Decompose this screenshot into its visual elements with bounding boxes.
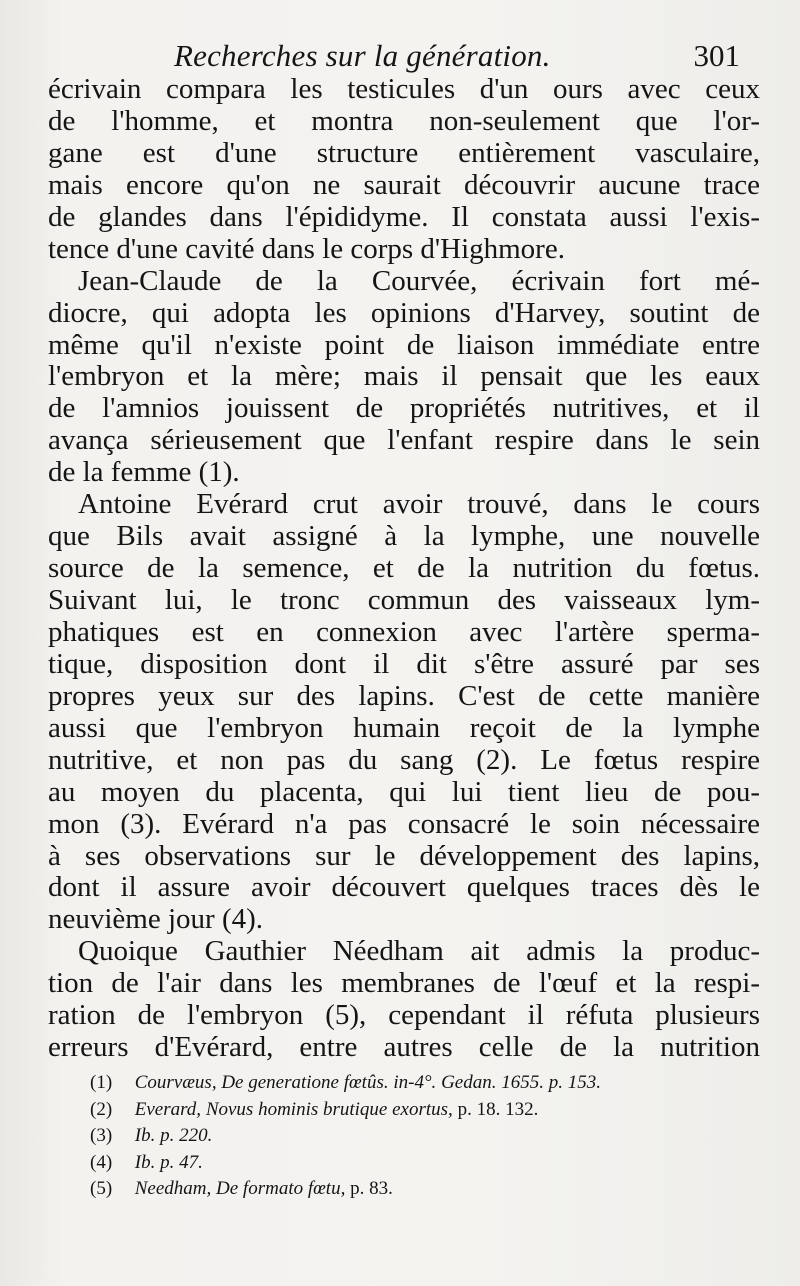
footnote-number: (4) xyxy=(90,1151,113,1173)
text-line: écrivain compara les testicules d'un ours avec ceux xyxy=(48,73,760,105)
footnote-number: (2) xyxy=(90,1098,113,1120)
text-line: que Bils avait assigné à la lymphe, une nouvelle xyxy=(48,520,760,553)
footnote-reference: p. 18. 132. xyxy=(457,1098,539,1120)
footnote-author: Ib. xyxy=(134,1125,156,1146)
text-line: même qu'il n'existe point de liaison immédiate entre xyxy=(48,328,760,361)
text-line: Jean-Claude de la Courvée, écrivain fort mé- xyxy=(78,264,760,297)
body-text xyxy=(48,74,760,1064)
footnote-author: Everard, xyxy=(134,1098,202,1120)
footnote-author: Ib. xyxy=(134,1151,156,1173)
text-line: Suivant lui, le tronc commun des vaisseaux lym- xyxy=(48,584,760,616)
text-line: aussi que l'embryon humain reçoit de la lymphe xyxy=(48,711,760,744)
footnote-number: (3) xyxy=(90,1125,113,1146)
text-line: erreurs d'Evérard, entre autres celle de la nutrition xyxy=(48,1031,760,1064)
text-line: nutritive, et non pas du sang (2). Le fœtus respire xyxy=(48,743,760,776)
text-line: gane est d'une structure entièrement vasculaire, xyxy=(48,136,760,169)
text-line: tique, disposition dont il dit s'être assuré par ses xyxy=(48,647,760,680)
text-line: dont il assure avoir découvert quelques traces dès le xyxy=(48,871,760,904)
text-line: mais encore qu'on ne saurait découvrir aucune trace xyxy=(48,168,760,201)
text-line: l'embryon et la mère; mais il pensait que les eaux xyxy=(48,360,760,393)
footnote xyxy=(90,1097,730,1124)
footnote-work: Novus hominis brutique exortus, xyxy=(205,1098,453,1120)
text-line: propres yeux sur des lapins. C'est de cette manière xyxy=(48,679,760,712)
text-line: neuvième jour (4). xyxy=(48,903,264,936)
text-line: Quoique Gauthier Néedham ait admis la produc- xyxy=(78,935,760,968)
footnote-work: De formato fœtu, xyxy=(216,1178,346,1199)
page-header xyxy=(174,38,744,78)
text-line: de glandes dans l'épididyme. Il constata aussi l'exis- xyxy=(48,200,760,233)
footnote xyxy=(90,1176,730,1203)
text-line: tence d'une cavité dans le corps d'Highmore. xyxy=(48,232,565,265)
text-line: à ses observations sur le développement des lapins, xyxy=(48,839,760,872)
footnote-reference: p. 83. xyxy=(350,1178,393,1199)
footnote xyxy=(90,1123,730,1150)
page-number: 301 xyxy=(693,38,740,73)
text-line: au moyen du placenta, qui lui tient lieu de pou- xyxy=(48,775,760,808)
footnote-work: De generatione fœtûs. in-4°. xyxy=(221,1072,437,1093)
footnote-number: (5) xyxy=(90,1178,113,1199)
text-line: phatiques est en connexion avec l'artère sperma- xyxy=(48,615,760,648)
footnote-author: Needham, xyxy=(134,1178,212,1199)
text-line: de l'amnios jouissent de propriétés nutritives, et il xyxy=(48,392,760,425)
footnote-work: p. 220. xyxy=(160,1125,213,1146)
footnote xyxy=(90,1070,730,1097)
footnote-author: Courvæus, xyxy=(134,1072,217,1093)
footnote-number: (1) xyxy=(90,1072,113,1093)
text-line: mon (3). Evérard n'a pas consacré le soin nécessaire xyxy=(48,807,760,840)
running-title: Recherches sur la génération. xyxy=(174,38,551,73)
text-line: avança sérieusement que l'enfant respire dans le sein xyxy=(48,424,760,457)
footnote-work: p. 47. xyxy=(160,1151,203,1173)
footnotes xyxy=(90,1070,730,1203)
text-line: diocre, qui adopta les opinions d'Harvey, soutint de xyxy=(48,296,760,329)
text-line: Antoine Evérard crut avoir trouvé, dans le cours xyxy=(78,488,760,521)
text-line: ration de l'embryon (5), cependant il réfuta plusieurs xyxy=(48,999,760,1032)
text-line: de l'homme, et montra non-seulement que l'or- xyxy=(48,104,760,137)
text-line: de la femme (1). xyxy=(48,456,240,489)
footnote xyxy=(90,1150,730,1177)
text-line: tion de l'air dans les membranes de l'œuf et la respi- xyxy=(48,967,760,1000)
footnote-reference: Gedan. 1655. p. 153. xyxy=(441,1072,601,1093)
text-line: source de la semence, et de la nutrition du fœtus. xyxy=(48,552,760,585)
